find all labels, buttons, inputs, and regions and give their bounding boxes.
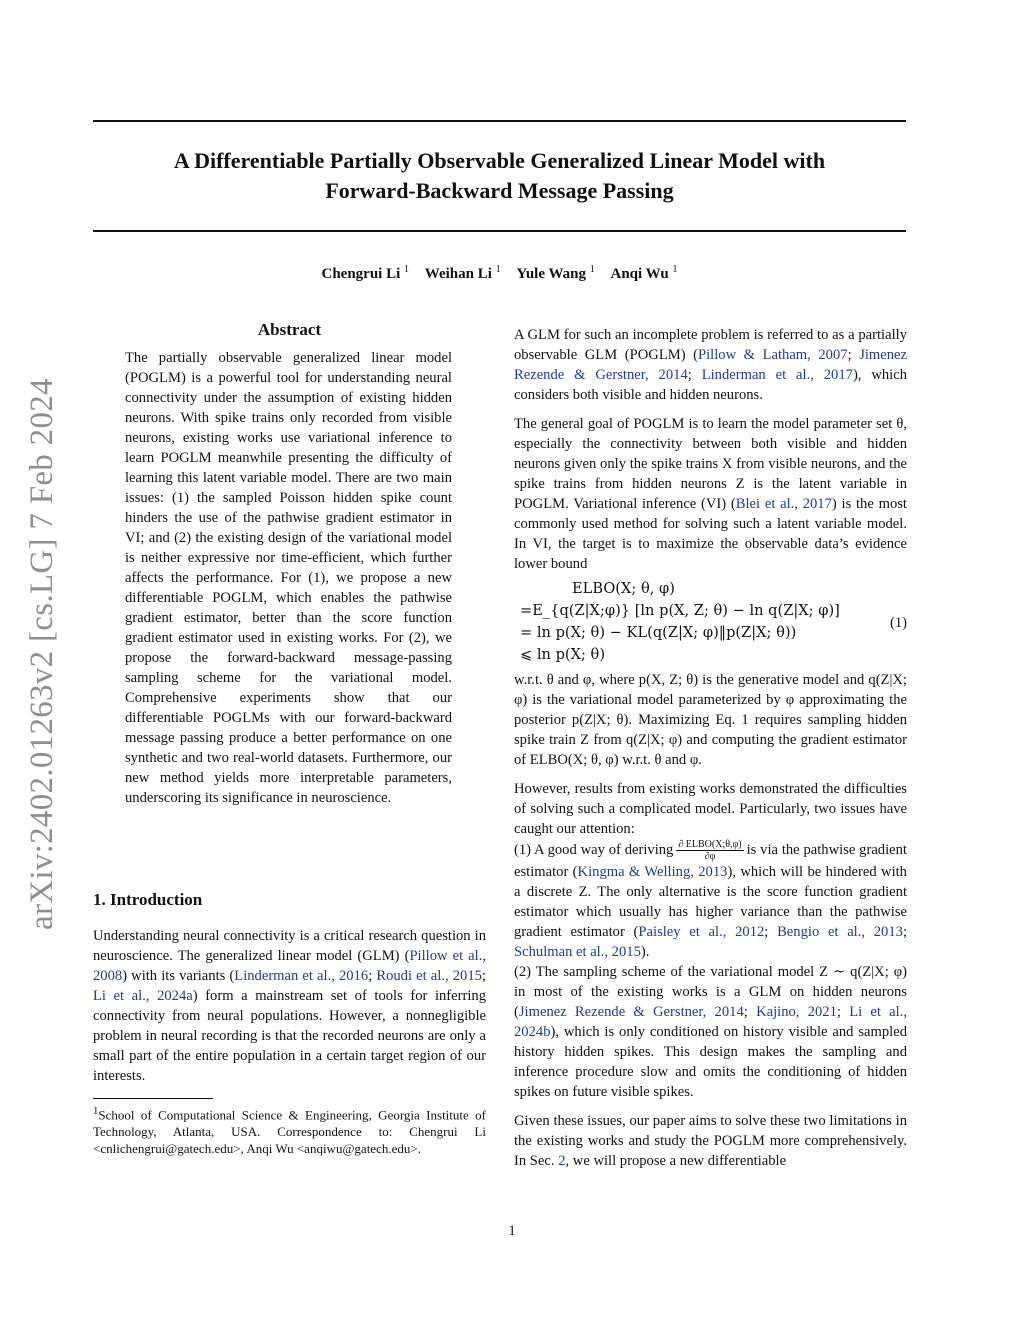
page-number: 1 xyxy=(508,1223,516,1239)
author: Weihan Li $^1$ xyxy=(424,264,501,282)
equation-row: = ln p(X; θ) − KL(q(Z|X; φ)‖p(Z|X; θ)) xyxy=(520,624,797,641)
paragraph: However, results from existing works demonstrated the difficulties of solving such a complicated model. Particularly, two issues have caught our attention: (1) A good way of deriving $\frac{\text{∂ ELBO(X;θ,φ)}}{\partial\varphi}$ is via the pathwise gradient estimator (Kingma & Welling, 2013), which will be hindered with a discrete Z. The only alternative is the score function gradient estimator which usually has higher variance than the pathwise gradient estimator (Paisley et al., 2012; Bengio et al., 2013; Schulman et al., 2015). (2) The sampling scheme of the variational model Z ∼ q(Z|X; φ) in most of the existing works is a GLM on hidden neurons (Jimenez Rezende & Gerstner, 2014; Kajino, 2021; Li et al., 2024b), which is only conditioned on history visible and sampled history hidden spikes. This design makes the sampling and inference procedure slow and omits the conditioning of hidden spikes on future visible spikes. xyxy=(514,781,908,1100)
paper-title xyxy=(93,146,906,206)
author: Chengrui Li $^1$ xyxy=(321,264,410,282)
abstract-heading: Abstract xyxy=(257,320,322,339)
equation-number: (1) xyxy=(889,615,907,631)
citation-link[interactable]: Roudi et al., 2015 xyxy=(376,968,482,984)
citation-link[interactable]: Pillow et al., 2008 xyxy=(93,948,486,984)
equation-row: =E_{q(Z|X;φ)} [ln p(X, Z; θ) − ln q(Z|X; φ)] xyxy=(520,602,840,619)
citation-link[interactable]: Kajino, 2021 xyxy=(756,1004,837,1020)
citation-link[interactable]: Jimenez Rezende & Gerstner, 2014 xyxy=(518,1004,744,1020)
citation-link[interactable]: Jimenez Rezende & Gerstner, 2014 xyxy=(514,347,908,383)
citation-link[interactable]: Linderman et al., 2016 xyxy=(234,968,369,984)
affiliation-footnote: $^1$School of Computational Science & Engineering, Georgia Institute of Technology, Atlanta, USA. Correspondence to: Chengrui Li <cnlichengrui@gatech.edu>, Anqi Wu <anqiwu@gatech.edu>. xyxy=(93,1098,486,1157)
author-list xyxy=(93,264,906,283)
section-link[interactable]: 2 xyxy=(558,1153,566,1169)
title-top-rule xyxy=(93,120,906,122)
right-column xyxy=(514,325,907,1180)
paragraph: Given these issues, our paper aims to solve these two limitations in the existing works and study the POGLM more comprehensively. In Sec. 2, we will propose a new differentiable xyxy=(514,1113,907,1169)
citation-link[interactable]: Pillow & Latham, 2007 xyxy=(698,347,848,363)
footnote-rule xyxy=(93,1098,213,1099)
equation-elbo xyxy=(514,578,907,666)
paragraph: The general goal of POGLM is to learn the model parameter set θ, especially the connectivity between both visible and hidden neurons given only the spike trains X from visible neurons, and the spike trains from hidden neurons Z is the latent variable in POGLM. Variational inference (VI) (Blei et al., 2017) is the most commonly used method for solving such a latent variable model. In VI, the target is to maximize the observable data’s evidence lower bound xyxy=(514,416,907,572)
introduction-paragraph: Understanding neural connectivity is a critical research question in neuroscience. The generalized linear model (GLM) (Pillow et al., 2008) with its variants (Linderman et al., 2016; Roudi et al., 2015; Li et al., 2024a) form a mainstream set of tools for inferring connectivity from neural populations. However, a nonnegligible problem in neural recording is that the recorded neurons are only a small part of the entire population in a certain target region of our interests. xyxy=(93,928,487,1084)
citation-link[interactable]: Li et al., 2024b xyxy=(514,1004,908,1040)
citation-link[interactable]: Blei et al., 2017 xyxy=(735,496,832,512)
paragraph: A GLM for such an incomplete problem is referred to as a partially observable GLM (POGLM) (Pillow & Latham, 2007; Jimenez Rezende & Gerstner, 2014; Linderman et al., 2017), which considers both visible and hidden neurons. xyxy=(514,327,908,403)
fraction: $\frac{\text{∂ ELBO(X;θ,φ)}}{\partial\varphi}$ xyxy=(678,839,742,862)
citation-link[interactable]: Kingma & Welling, 2013 xyxy=(577,864,728,880)
title-line-2: Forward-Backward Message Passing xyxy=(325,178,674,203)
citation-link[interactable]: Li et al., 2024a xyxy=(93,988,193,1004)
equation-row: ELBO(X; θ, φ) xyxy=(572,580,675,597)
title-bottom-rule xyxy=(93,230,906,232)
section-heading-introduction: 1. Introduction xyxy=(93,890,203,909)
equation-row: ⩽ ln p(X; θ) xyxy=(520,646,606,663)
citation-link[interactable]: Schulman et al., 2015 xyxy=(514,944,641,960)
citation-link[interactable]: Linderman et al., 2017 xyxy=(701,367,853,383)
citation-link[interactable]: Bengio et al., 2013 xyxy=(777,924,903,940)
left-column xyxy=(93,320,487,1084)
author: Anqi Wu $^1$ xyxy=(610,264,678,282)
author: Yule Wang $^1$ xyxy=(516,264,595,282)
title-line-1: A Differentiable Partially Observable Generalized Linear Model with xyxy=(173,148,826,173)
citation-link[interactable]: Paisley et al., 2012 xyxy=(638,924,765,940)
paragraph: w.r.t. θ and φ, where p(X, Z; θ) is the generative model and q(Z|X; φ) is the variational model parameterized by φ approximating the posterior p(Z|X; θ). Maximizing Eq. 1 requires sampling hidden spike train Z from q(Z|X; φ) and computing the gradient estimator of ELBO(X; θ, φ) w.r.t. θ and φ. xyxy=(514,672,907,768)
arxiv-identifier: arXiv:2402.01263v2 [cs.LG] 7 Feb 2024 xyxy=(24,378,60,930)
abstract-text: The partially observable generalized linear model (POGLM) is a powerful tool for understanding neural connectivity under the assumption of existing hidden neurons. With spike trains only recorded from visible neurons, existing works use variational inference to learn POGLM meanwhile presenting the difficulty of learning this latent variable model. There are two main issues: (1) the sampled Poisson hidden spike count hinders the use of the pathwise gradient estimator in VI; and (2) the existing design of the variational model is neither expressive nor time-efficient, which further affects the performance. For (1), we propose a new differentiable POGLM, which enables the pathwise gradient estimator, better than the score function gradient estimator used in existing works. For (2), we propose the forward-backward message-passing sampling scheme for the variational model. Comprehensive experiments show that our differentiable POGLMs with our forward-backward message passing produce a better performance on one synthetic and two real-world datasets. Furthermore, our new method yields more interpretable parameters, underscoring its significance in neuroscience. xyxy=(125,350,452,806)
